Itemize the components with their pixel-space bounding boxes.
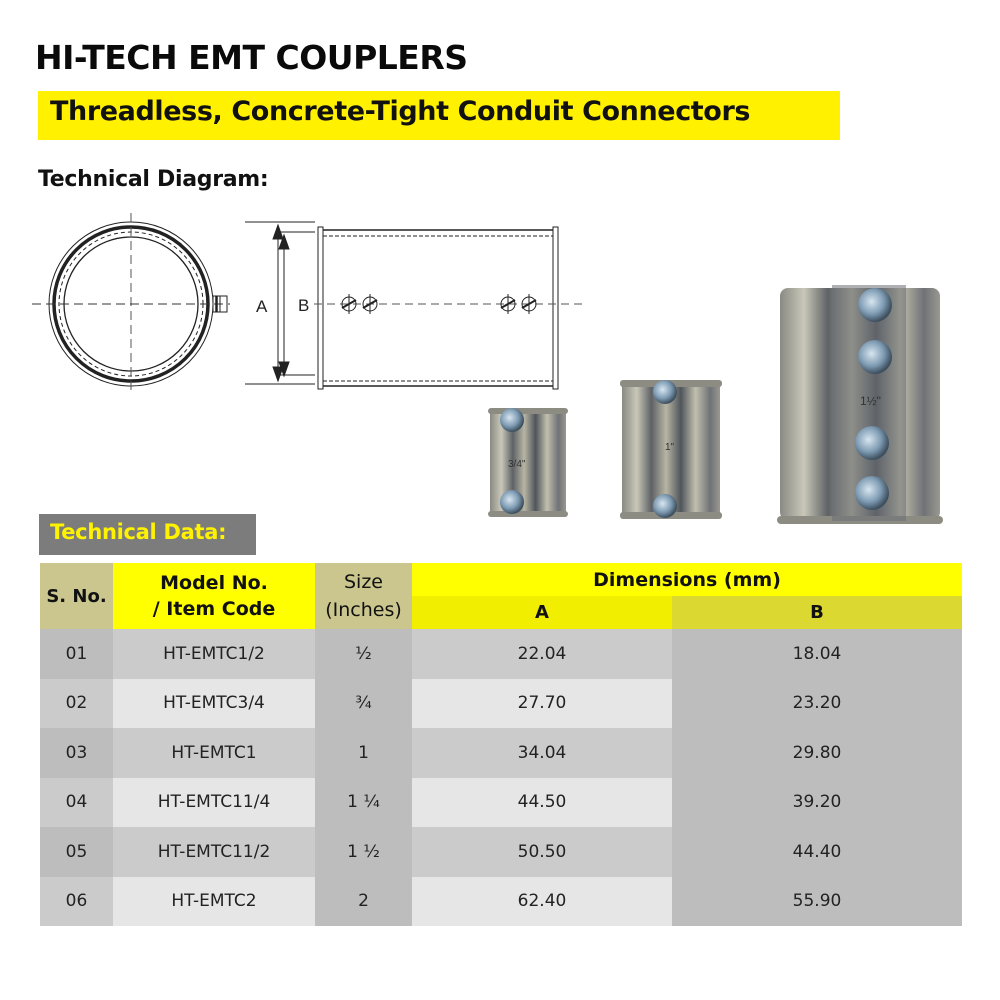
- cell-size: ½: [315, 629, 412, 679]
- cell-sno: 06: [40, 877, 113, 927]
- cell-model: HT-EMTC11/4: [113, 778, 315, 828]
- cell-dimension-a: 27.70: [412, 679, 672, 729]
- cell-model: HT-EMTC11/2: [113, 827, 315, 877]
- table-row: [40, 877, 962, 927]
- coupler-photo-large: [777, 285, 943, 524]
- cell-model: HT-EMTC1/2: [113, 629, 315, 679]
- header-size-line2: (Inches): [325, 599, 402, 621]
- cell-sno: 04: [40, 778, 113, 828]
- coupler-photo-medium: [620, 380, 722, 519]
- svg-text:3/4": 3/4": [508, 459, 526, 470]
- technical-data-table: [40, 563, 962, 926]
- cell-dimension-b: 23.20: [672, 679, 962, 729]
- header-dimensions: Dimensions (mm): [412, 563, 962, 596]
- cell-sno: 02: [40, 679, 113, 729]
- cell-dimension-a: 62.40: [412, 877, 672, 927]
- cell-size: 2: [315, 877, 412, 927]
- cell-size: 1: [315, 728, 412, 778]
- page-title: HI-TECH EMT COUPLERS: [35, 38, 468, 77]
- table-row: [40, 778, 962, 828]
- svg-text:1": 1": [665, 442, 675, 453]
- header-size-line1: Size: [343, 571, 383, 593]
- cell-dimension-b: 39.20: [672, 778, 962, 828]
- cell-dimension-a: 22.04: [412, 629, 672, 679]
- table-row: [40, 728, 962, 778]
- end-view-diagram: [32, 213, 230, 395]
- cell-model: HT-EMTC1: [113, 728, 315, 778]
- cell-sno: 05: [40, 827, 113, 877]
- cell-dimension-b: 18.04: [672, 629, 962, 679]
- cell-dimension-a: 34.04: [412, 728, 672, 778]
- cell-sno: 03: [40, 728, 113, 778]
- cell-size: ¾: [315, 679, 412, 729]
- technical-data-heading: Technical Data:: [50, 520, 227, 544]
- coupler-photo-small: [488, 408, 568, 517]
- cell-dimension-a: 44.50: [412, 778, 672, 828]
- cell-model: HT-EMTC2: [113, 877, 315, 927]
- svg-text:1½": 1½": [860, 394, 881, 408]
- header-model-line1: Model No.: [160, 572, 268, 594]
- header-sno: S. No.: [40, 563, 113, 629]
- cell-sno: 01: [40, 629, 113, 679]
- table-row: [40, 629, 962, 679]
- cell-dimension-b: 55.90: [672, 877, 962, 927]
- page-subtitle: Threadless, Concrete-Tight Conduit Connectors: [50, 96, 751, 127]
- header-model: [113, 563, 315, 629]
- dimension-label-b: B: [298, 296, 310, 315]
- technical-diagram-heading: Technical Diagram:: [38, 167, 269, 192]
- header-size: [315, 563, 412, 629]
- header-dimension-b: B: [672, 596, 962, 629]
- cell-model: HT-EMTC3/4: [113, 679, 315, 729]
- cell-dimension-b: 44.40: [672, 827, 962, 877]
- table-row: [40, 827, 962, 877]
- cell-dimension-a: 50.50: [412, 827, 672, 877]
- cell-dimension-b: 29.80: [672, 728, 962, 778]
- cell-size: 1 ¼: [315, 778, 412, 828]
- header-dimension-a: A: [412, 596, 672, 629]
- header-model-line2: / Item Code: [152, 598, 276, 620]
- dimension-label-a: A: [256, 297, 268, 316]
- product-photos: [470, 280, 970, 530]
- cell-size: 1 ½: [315, 827, 412, 877]
- table-row: [40, 679, 962, 729]
